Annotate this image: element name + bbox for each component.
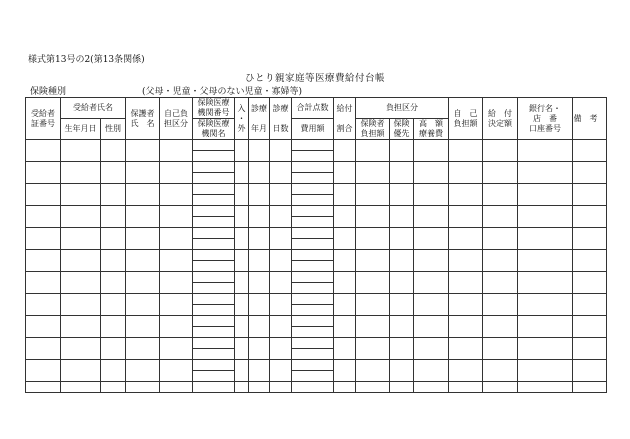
ledger-cell[interactable] [334,338,356,360]
ledger-cell[interactable] [334,206,356,228]
ledger-cell[interactable] [193,151,235,162]
ledger-cell[interactable] [390,338,414,360]
ledger-cell[interactable] [26,228,61,250]
table-row [26,206,607,217]
table-row [26,140,607,151]
ledger-cell[interactable] [334,382,356,393]
ledger-cell[interactable] [356,228,390,250]
form-number: 様式第13号の2(第13条関係) [28,55,145,65]
ledger-cell[interactable] [61,250,101,272]
ledger-data-rows [26,140,607,393]
ledger-cell[interactable] [101,382,126,393]
ledger-cell[interactable] [270,382,292,393]
ledger-cell[interactable] [270,140,292,162]
ledger-cell[interactable] [483,206,518,228]
header-remarks: 備考 [573,98,607,140]
ledger-cell[interactable] [573,250,607,272]
table-row [26,382,607,393]
header-high-cost-medical: 高 額 療養費 [414,119,449,140]
header-burden-class: 負担区分 [356,98,449,119]
ledger-cell[interactable] [292,338,334,349]
ledger-cell[interactable] [270,228,292,250]
header-insurer-burden: 保険者 負担額 [356,119,390,140]
ledger-cell[interactable] [160,228,193,250]
ledger-cell[interactable] [334,294,356,316]
ledger-cell[interactable] [193,283,235,294]
ledger-cell[interactable] [292,294,334,305]
ledger-cell[interactable] [449,316,483,338]
ledger-cell[interactable] [193,305,235,316]
table-row [26,316,607,327]
ledger-cell[interactable] [249,316,270,338]
ledger-cell[interactable] [26,360,61,382]
ledger-cell[interactable] [292,239,334,250]
ledger-cell[interactable] [356,250,390,272]
header-exam-days: 診療 日数 [270,98,292,140]
ledger-title: ひとり親家庭等医療費給付台帳 [244,73,385,84]
ledger-cell[interactable] [270,338,292,360]
ledger-cell[interactable] [414,294,449,316]
ledger-cell[interactable] [390,360,414,382]
ledger-cell[interactable] [334,360,356,382]
ledger-cell[interactable] [235,360,249,382]
ledger-cell[interactable] [61,382,101,393]
ledger-cell[interactable] [193,272,235,283]
header-exam-year-month: 診療 年月 [249,98,270,140]
ledger-cell[interactable] [101,294,126,316]
ledger-cell[interactable] [292,184,334,195]
table-row [26,338,607,349]
header-guardian-name: 保護者 氏 名 [126,98,160,140]
ledger-cell[interactable] [193,316,235,327]
header-benefit-rate: 給付 割合 [334,98,356,140]
ledger-cell[interactable] [126,228,160,250]
insurance-type-note: (父母・児童・父母のない児童・寡婦等) [142,87,303,97]
ledger-cell[interactable] [249,228,270,250]
header-benefit-decided-amount: 給 付 決定額 [483,98,518,140]
ledger-cell[interactable] [414,382,449,393]
ledger-cell[interactable] [193,217,235,228]
ledger-cell[interactable] [390,250,414,272]
ledger-cell[interactable] [390,294,414,316]
ledger-cell[interactable] [483,360,518,382]
ledger-cell[interactable] [292,327,334,338]
ledger-cell[interactable] [193,184,235,195]
ledger-cell[interactable] [356,294,390,316]
ledger-cell[interactable] [126,382,160,393]
ledger-cell[interactable] [483,382,518,393]
ledger-cell[interactable] [483,294,518,316]
ledger-cell[interactable] [334,162,356,184]
header-inpatient-outpatient: 入 ・ 外 [235,98,249,140]
ledger-cell[interactable] [126,250,160,272]
ledger-cell[interactable] [449,250,483,272]
ledger-cell[interactable] [26,140,61,162]
header-recipient-name: 受給者氏名 [61,98,126,119]
header-institution-name: 保険医療 機関名 [193,119,235,140]
ledger-cell[interactable] [292,162,334,173]
ledger-cell[interactable] [573,206,607,228]
ledger-cell[interactable] [518,338,573,360]
ledger-cell[interactable] [483,272,518,294]
ledger-cell[interactable] [160,316,193,338]
ledger-cell[interactable] [414,338,449,360]
ledger-cell[interactable] [61,316,101,338]
ledger-cell[interactable] [160,184,193,206]
ledger-cell[interactable] [249,360,270,382]
ledger-cell[interactable] [26,250,61,272]
ledger-cell[interactable] [126,294,160,316]
ledger-cell[interactable] [356,360,390,382]
header-insurance-priority: 保険 優先 [390,119,414,140]
ledger-cell[interactable] [518,206,573,228]
ledger-cell[interactable] [193,294,235,305]
ledger-cell[interactable] [101,184,126,206]
ledger-cell[interactable] [61,294,101,316]
ledger-cell[interactable] [449,140,483,162]
ledger-cell[interactable] [235,294,249,316]
ledger-cell[interactable] [126,360,160,382]
ledger-cell[interactable] [270,272,292,294]
ledger-cell[interactable] [292,382,334,393]
ledger-cell[interactable] [61,338,101,360]
ledger-cell[interactable] [334,316,356,338]
ledger-cell[interactable] [483,338,518,360]
ledger-cell[interactable] [292,206,334,217]
ledger-cell[interactable] [483,316,518,338]
ledger-cell[interactable] [292,360,334,371]
ledger-cell[interactable] [26,272,61,294]
ledger-cell[interactable] [61,206,101,228]
table-row [26,250,607,261]
ledger-cell[interactable] [518,294,573,316]
ledger-cell[interactable] [126,184,160,206]
ledger-cell[interactable] [193,162,235,173]
ledger-cell[interactable] [249,338,270,360]
ledger-cell[interactable] [390,184,414,206]
ledger-cell[interactable] [292,151,334,162]
ledger-cell[interactable] [414,272,449,294]
ledger-cell[interactable] [573,272,607,294]
ledger-cell[interactable] [573,360,607,382]
benefit-ledger-table [25,97,607,393]
ledger-cell[interactable] [126,338,160,360]
ledger-cell[interactable] [518,184,573,206]
ledger-cell[interactable] [101,338,126,360]
ledger-cell[interactable] [101,272,126,294]
ledger-cell[interactable] [390,272,414,294]
ledger-cell[interactable] [334,250,356,272]
ledger-cell[interactable] [235,338,249,360]
ledger-cell[interactable] [61,184,101,206]
ledger-cell[interactable] [292,283,334,294]
ledger-cell[interactable] [518,162,573,184]
ledger-cell[interactable] [483,184,518,206]
ledger-cell[interactable] [390,162,414,184]
insurance-type-line [26,84,302,98]
ledger-cell[interactable] [101,316,126,338]
ledger-cell[interactable] [573,338,607,360]
ledger-cell[interactable] [483,162,518,184]
ledger-cell[interactable] [249,206,270,228]
ledger-cell[interactable] [61,162,101,184]
ledger-cell[interactable] [249,382,270,393]
ledger-cell[interactable] [356,272,390,294]
ledger-cell[interactable] [356,206,390,228]
ledger-cell[interactable] [249,294,270,316]
table-row [26,184,607,195]
ledger-cell[interactable] [449,382,483,393]
ledger-cell[interactable] [334,184,356,206]
ledger-cell[interactable] [160,360,193,382]
ledger-cell[interactable] [292,349,334,360]
ledger-cell[interactable] [573,228,607,250]
ledger-cell[interactable] [483,140,518,162]
ledger-cell[interactable] [193,195,235,206]
table-row [26,294,607,305]
ledger-cell[interactable] [573,184,607,206]
ledger-cell[interactable] [292,316,334,327]
ledger-cell[interactable] [235,206,249,228]
ledger-cell[interactable] [334,228,356,250]
ledger-cell[interactable] [249,184,270,206]
ledger-cell[interactable] [235,250,249,272]
ledger-cell[interactable] [449,272,483,294]
ledger-cell[interactable] [573,140,607,162]
ledger-cell[interactable] [235,228,249,250]
ledger-cell[interactable] [126,162,160,184]
ledger-cell[interactable] [414,250,449,272]
ledger-cell[interactable] [390,228,414,250]
ledger-cell[interactable] [126,140,160,162]
ledger-cell[interactable] [193,338,235,349]
ledger-cell[interactable] [193,382,235,393]
table-row [26,162,607,173]
ledger-cell[interactable] [292,272,334,283]
header-recipient-number: 受給者 証番号 [26,98,61,140]
ledger-cell[interactable] [414,184,449,206]
ledger-cell[interactable] [160,382,193,393]
ledger-cell[interactable] [270,250,292,272]
ledger-cell[interactable] [61,140,101,162]
ledger-cell[interactable] [26,338,61,360]
ledger-cell[interactable] [160,294,193,316]
ledger-cell[interactable] [356,338,390,360]
table-row [26,360,607,371]
ledger-cell[interactable] [292,173,334,184]
ledger-cell[interactable] [249,272,270,294]
ledger-cell[interactable] [193,349,235,360]
header-self-burden-class: 自己負 担区分 [160,98,193,140]
ledger-cell[interactable] [26,184,61,206]
ledger-cell[interactable] [160,272,193,294]
ledger-cell[interactable] [193,228,235,239]
ledger-cell[interactable] [449,206,483,228]
ledger-cell[interactable] [193,360,235,371]
table-row [26,228,607,239]
ledger-cell[interactable] [292,228,334,239]
ledger-cell[interactable] [518,140,573,162]
ledger-cell[interactable] [356,162,390,184]
ledger-cell[interactable] [101,228,126,250]
ledger-cell[interactable] [292,371,334,382]
ledger-cell[interactable] [449,360,483,382]
ledger-cell[interactable] [193,261,235,272]
ledger-cell[interactable] [390,316,414,338]
ledger-cell[interactable] [414,140,449,162]
ledger-cell[interactable] [26,382,61,393]
ledger-cell[interactable] [235,316,249,338]
ledger-cell[interactable] [518,250,573,272]
ledger-cell[interactable] [518,272,573,294]
ledger-cell[interactable] [26,206,61,228]
ledger-cell[interactable] [26,294,61,316]
ledger-cell[interactable] [449,162,483,184]
ledger-cell[interactable] [292,261,334,272]
ledger-cell[interactable] [270,206,292,228]
ledger-cell[interactable] [334,140,356,162]
ledger-cell[interactable] [414,360,449,382]
ledger-cell[interactable] [449,294,483,316]
ledger-cell[interactable] [449,184,483,206]
ledger-cell[interactable] [483,228,518,250]
ledger-cell[interactable] [449,228,483,250]
ledger-cell[interactable] [573,294,607,316]
ledger-cell[interactable] [356,184,390,206]
ledger-cell[interactable] [235,272,249,294]
ledger-cell[interactable] [235,140,249,162]
ledger-cell[interactable] [390,140,414,162]
ledger-cell[interactable] [235,184,249,206]
ledger-cell[interactable] [334,272,356,294]
ledger-cell[interactable] [414,316,449,338]
ledger-cell[interactable] [292,195,334,206]
ledger-cell[interactable] [573,316,607,338]
ledger-cell[interactable] [160,140,193,162]
ledger-cell[interactable] [193,206,235,217]
ledger-cell[interactable] [518,382,573,393]
ledger-cell[interactable] [292,140,334,151]
ledger-cell[interactable] [270,184,292,206]
ledger-cell[interactable] [235,382,249,393]
ledger-cell[interactable] [270,162,292,184]
ledger-cell[interactable] [160,250,193,272]
header-gender: 性別 [101,119,126,140]
ledger-cell[interactable] [292,217,334,228]
ledger-cell[interactable] [414,228,449,250]
ledger-cell[interactable] [193,371,235,382]
ledger-cell[interactable] [249,162,270,184]
ledger-cell[interactable] [61,360,101,382]
ledger-cell[interactable] [518,316,573,338]
header-bank-account: 銀行名・ 店 番 口座番号 [518,98,573,140]
ledger-cell[interactable] [26,162,61,184]
ledger-cell[interactable] [270,294,292,316]
insurance-type-label: 保険種別 [26,84,128,98]
ledger-cell[interactable] [518,360,573,382]
ledger-cell[interactable] [126,272,160,294]
header-birth-date: 生年月日 [61,119,101,140]
ledger-cell[interactable] [573,162,607,184]
ledger-cell[interactable] [249,140,270,162]
ledger-cell[interactable] [235,162,249,184]
ledger-cell[interactable] [193,173,235,184]
ledger-cell[interactable] [390,382,414,393]
ledger-cell[interactable] [193,239,235,250]
ledger-cell[interactable] [270,360,292,382]
ledger-cell[interactable] [390,206,414,228]
ledger-cell[interactable] [61,228,101,250]
ledger-cell[interactable] [573,382,607,393]
ledger-cell[interactable] [483,250,518,272]
header-total-points: 合計点数 [292,98,334,119]
header-cost-amount: 費用額 [292,119,334,140]
ledger-cell[interactable] [356,316,390,338]
ledger-cell[interactable] [61,272,101,294]
ledger-cell[interactable] [126,316,160,338]
ledger-cell[interactable] [356,140,390,162]
ledger-cell[interactable] [160,338,193,360]
ledger-cell[interactable] [26,316,61,338]
ledger-cell[interactable] [449,338,483,360]
ledger-cell[interactable] [160,206,193,228]
ledger-cell[interactable] [414,162,449,184]
ledger-cell[interactable] [518,228,573,250]
ledger-cell[interactable] [292,305,334,316]
ledger-cell[interactable] [249,250,270,272]
ledger-cell[interactable] [101,162,126,184]
ledger-cell[interactable] [101,140,126,162]
ledger-cell[interactable] [356,382,390,393]
ledger-cell[interactable] [193,327,235,338]
ledger-cell[interactable] [292,250,334,261]
header-institution-number: 保険医療 機関番号 [193,98,235,119]
header-self-burden-amount: 自 己 負担額 [449,98,483,140]
ledger-cell[interactable] [126,206,160,228]
table-row [26,272,607,283]
ledger-cell[interactable] [414,206,449,228]
ledger-cell[interactable] [193,140,235,151]
ledger-cell[interactable] [101,360,126,382]
ledger-cell[interactable] [101,206,126,228]
ledger-cell[interactable] [193,250,235,261]
ledger-cell[interactable] [270,316,292,338]
ledger-cell[interactable] [101,250,126,272]
ledger-cell[interactable] [160,162,193,184]
